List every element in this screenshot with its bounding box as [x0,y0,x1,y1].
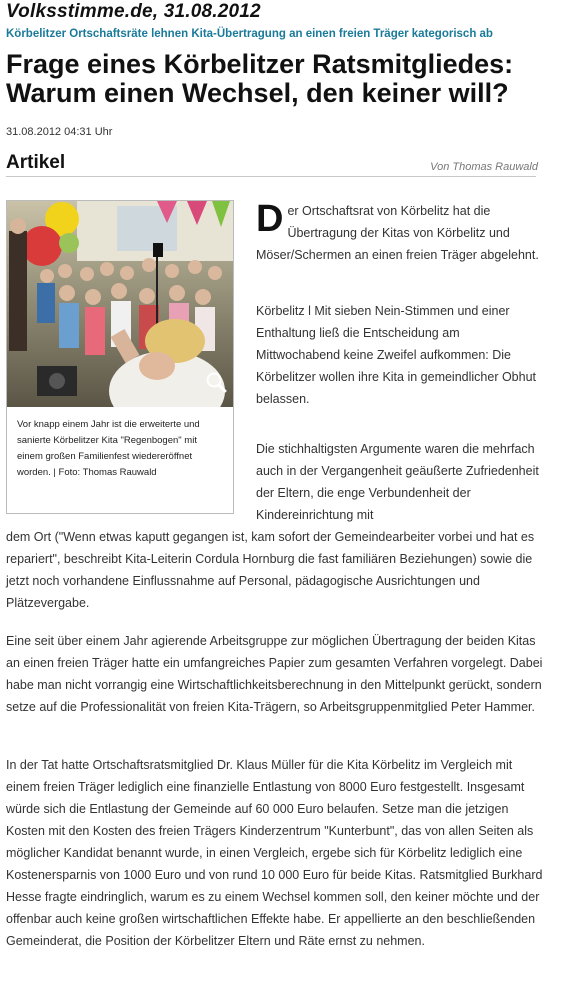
article-paragraph-2: Körbelitz l Mit sieben Nein-Stimmen und einer Enthaltung ließ die Entscheidung am Mittwochabend keine Zweifel aufkommen: Die Körbelitzer wollen ihre Kita in gemeindlicher Obhut belassen. [256,304,537,406]
photo-illustration [7,201,233,407]
article-paragraph-3-bottom: dem Ort ("Wenn etwas kaputt gegangen ist, kam sofort der Gemeindearbeiter vorbei und hat es repariert", beschreibt Kita-Leiterin Cordula Hornburg die fast familiären Beziehungen) sowie die jetzt noch vorhandene Einflussnahme auf Personal, pädagogische Ausrichtungen und Plätzevergabe. [6,530,535,610]
divider [6,176,536,177]
headline-line-2: Warum einen Wechsel, den keiner will? [6,78,509,108]
article-paragraph-5: In der Tat hatte Ortschaftsratsmitglied Dr. Klaus Müller für die Kita Körbelitz im Vergleich mit einem freien Träger lediglich eine finanzielle Entlastung von 8000 Euro festgestellt. Insgesamt würde sich die Entlastung der Gemeinde auf 60 000 Euro belaufen. Setze man die jetzigen Kosten mit den Kosten des freien Trägers Kinderzentrum "Kunterbunt", das von allen Seiten als möglicher Kandidat benannt wurde, in einen Vergleich, ergebe sich für Körbelitz lediglich eine Kostenersparnis von 1000 Euro und von rund 10 000 Euro für beide Kitas. Ratsmitglied Burkhard Hesse fragte eindringlich, warum es zu einem Wechsel kommen soll, den keiner möchte und der offenbar auch keine großen wirtschaftlichen Effekte habe. Er appellierte an den beschließenden Gemeinderat, die Position der Körbelitzer Eltern und Räte ernst zu nehmen. [6,758,543,948]
article-paragraph-1-text: er Ortschaftsrat von Körbelitz hat die Übertragung der Kitas von Körbelitz und Möser/Schermen an einen freien Träger abgelehnt. [256,204,539,262]
photo-box [6,200,234,514]
headline [6,50,572,108]
article-paragraph-1 [256,200,546,266]
article-paragraph-4: Eine seit über einem Jahr agierende Arbeitsgruppe zur möglichen Übertragung der beiden Kitas an einen freien Träger hatte ein umfangreiches Papier zum gesamten Verfahren vorgelegt. Dabei habe man nicht vorrangig eine Wirtschaftlichkeitsberechnung in den Mittelpunkt gerückt, sondern setze auf die Professionalität von freien Kita-Trägern, so Arbeitsgruppenmitglied Peter Hammer. [6,634,543,714]
article-photo[interactable] [7,201,233,407]
section-title: Artikel [6,152,66,173]
headline-line-1: Frage eines Körbelitzer Ratsmitgliedes: [6,49,514,79]
byline: Von Thomas Rauwald [430,161,538,173]
timestamp: 31.08.2012 04:31 Uhr [6,126,113,138]
kicker: Körbelitzer Ortschaftsräte lehnen Kita-Übertragung an einen freien Träger kategorisch ab [6,28,493,40]
masthead: Volksstimme.de, 31.08.2012 [6,1,261,22]
dropcap-letter: D [256,198,284,240]
article-paragraph-3-top: Die stichhaltigsten Argumente waren die mehrfach auch in der Vergangenheit geäußerte Zufriedenheit der Eltern, die enge Verbundenheit der Kindereinrichtung mit [256,442,539,522]
magnifier-icon[interactable] [205,371,227,393]
photo-caption: Vor knapp einem Jahr ist die erweiterte und sanierte Körbelitzer Kita "Regenbogen" mit einem großen Familienfest wiedereröffnet worden. | Foto: Thomas Rauwald [17,419,200,478]
